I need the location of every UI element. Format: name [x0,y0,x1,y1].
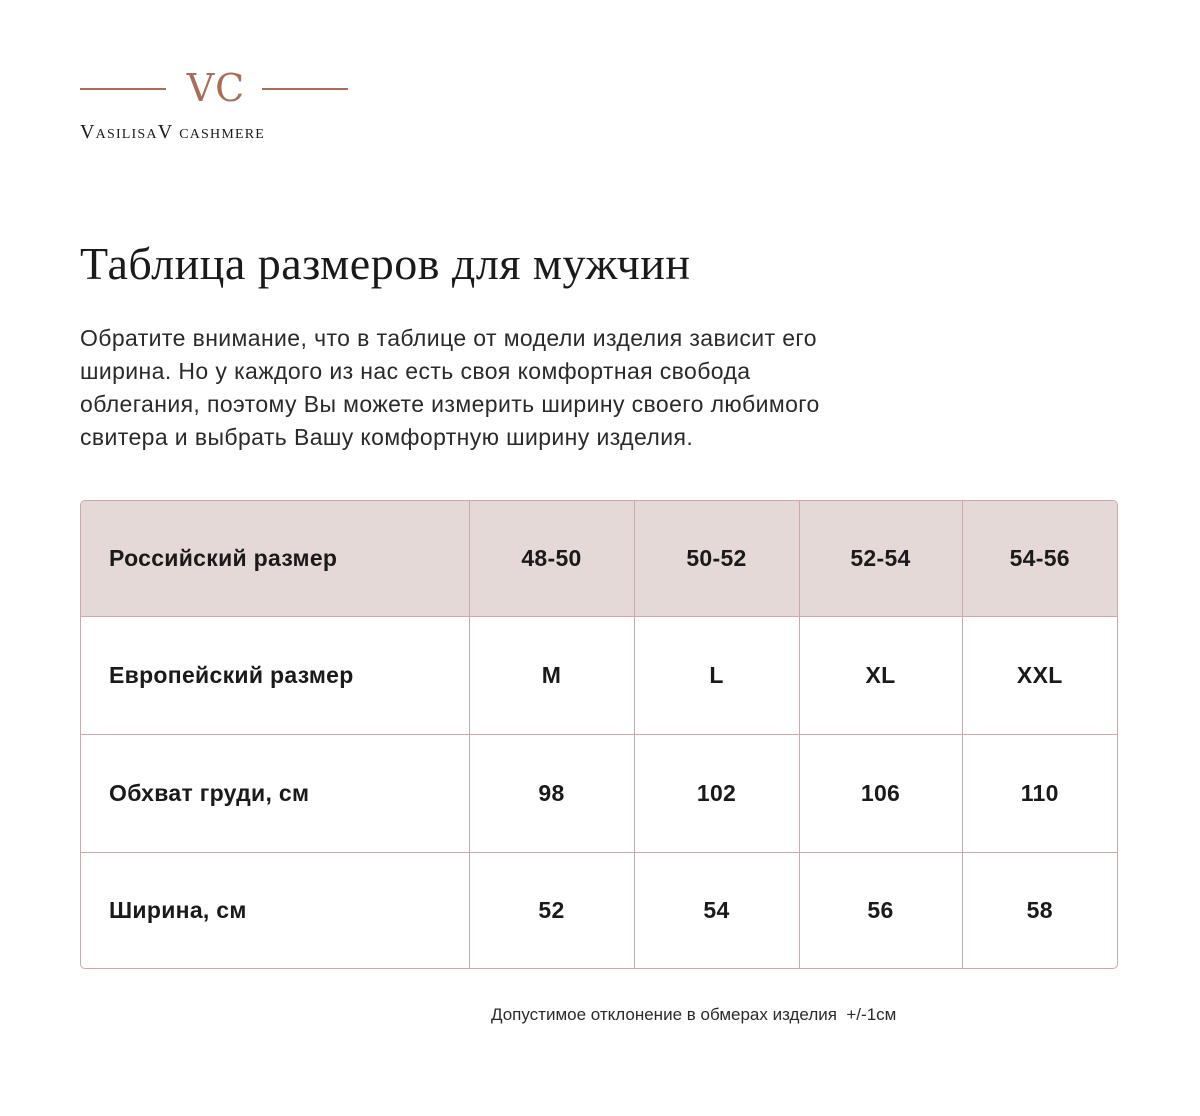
size-table [80,500,1118,969]
table-cell: XL [799,617,962,735]
logo-monogram: VC [186,66,246,110]
row-label: Российский размер [81,501,469,617]
table-cell: 98 [469,734,634,852]
table-row-russian-size [81,501,1117,617]
table-cell: 102 [634,734,799,852]
page-title: Таблица размеров для мужчин [80,238,691,289]
intro-line: свитера и выбрать Вашу комфортную ширину изделия. [80,424,694,450]
table-cell: 48-50 [469,501,634,617]
row-label: Обхват груди, см [81,734,469,852]
table-cell: M [469,617,634,735]
logo-wordmark: VasilisaV cashmere [80,121,266,143]
table-cell: 52-54 [799,501,962,617]
table-row-european-size [81,617,1117,735]
table-cell: XXL [962,617,1117,735]
table-cell: 50-52 [634,501,799,617]
table-cell: 52 [469,852,634,968]
logo-rule-left [80,88,166,90]
row-label: Ширина, см [81,852,469,968]
table-cell: 106 [799,734,962,852]
tolerance-note: Допустимое отклонение в обмерах изделия +/-1см [491,1005,897,1024]
table-cell: 54 [634,852,799,968]
table-row-width [81,852,1117,968]
table-cell: 58 [962,852,1117,968]
table-cell: L [634,617,799,735]
table-cell: 56 [799,852,962,968]
intro-paragraph [80,322,980,454]
table-cell: 110 [962,734,1117,852]
row-label: Европейский размер [81,617,469,735]
intro-line: облегания, поэтому Вы можете измерить ширину своего любимого [80,391,820,417]
table-cell: 54-56 [962,501,1117,617]
intro-line: ширина. Но у каждого из нас есть своя комфортная свобода [80,358,751,384]
brand-logo [80,66,350,146]
table-row-chest [81,734,1117,852]
logo-rule-right [262,88,348,90]
intro-line: Обратите внимание, что в таблице от модели изделия зависит его [80,325,817,351]
